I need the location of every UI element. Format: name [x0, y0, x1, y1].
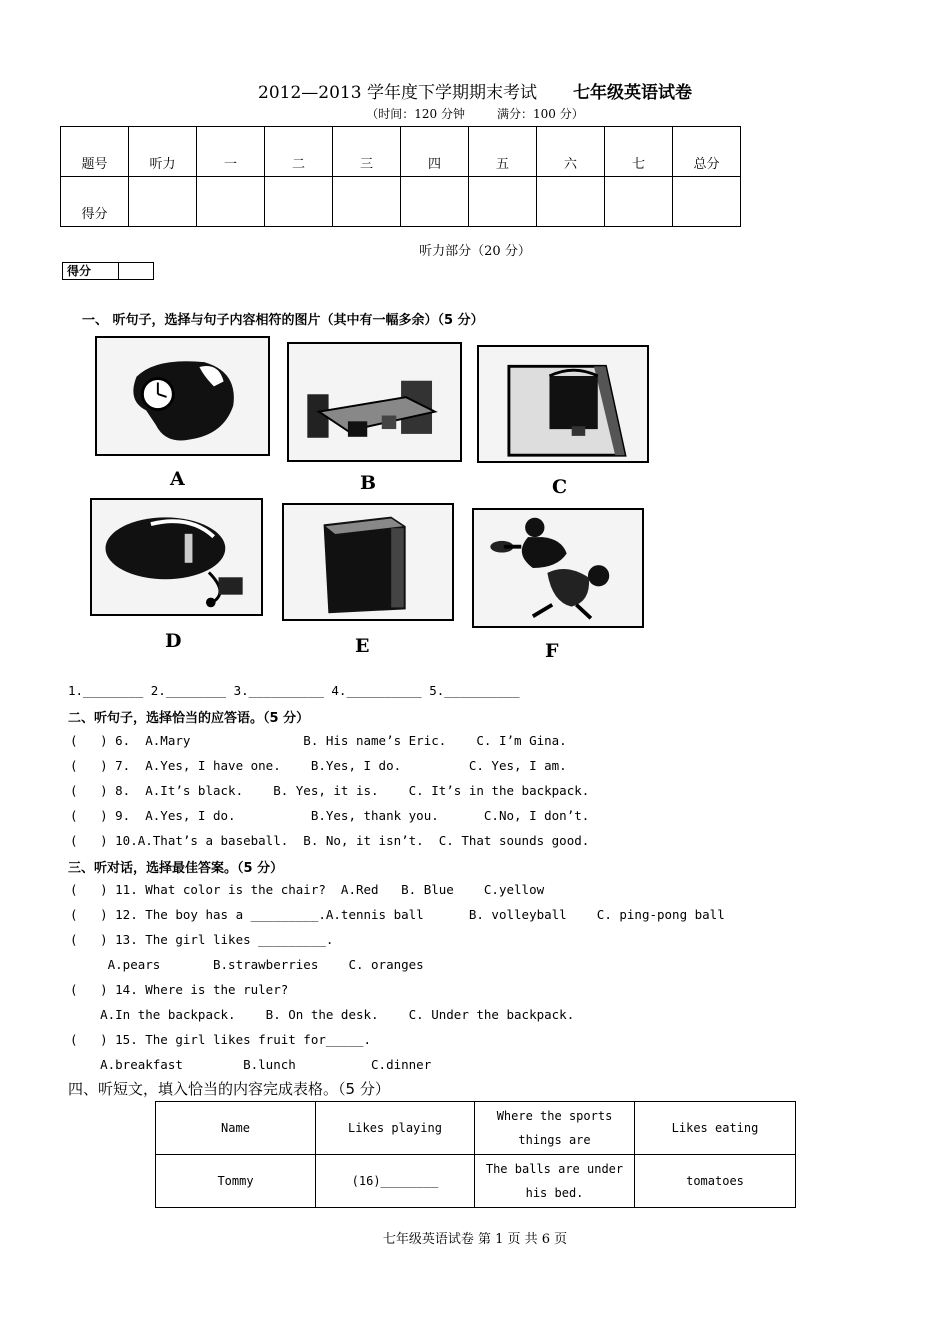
question-15: ( ) 15. The girl likes fruit for_____.	[70, 1032, 372, 1047]
table-header-cell: Where the sports things are	[475, 1102, 635, 1155]
picture-d	[90, 498, 263, 616]
book-icon	[284, 505, 452, 619]
section4-header-row	[156, 1102, 796, 1155]
exam-time: （时间：120 分钟	[366, 107, 465, 121]
cd-player-icon	[92, 500, 261, 614]
exam-subtitle	[0, 105, 950, 122]
listening-header: 听力部分（20 分）	[419, 244, 531, 259]
table-row	[156, 1155, 796, 1208]
section1-heading: 一、 听句子，选择与句子内容相符的图片（其中有一幅多余）（5 分）	[82, 313, 484, 328]
answer-blank-16[interactable]: (16)________	[316, 1155, 475, 1208]
score-header-cell: 七	[605, 127, 673, 177]
section3-heading: 三、听对话，选择最佳答案。（5 分）	[68, 861, 284, 876]
table-cell: The balls are under his bed.	[475, 1155, 635, 1208]
exam-title	[0, 78, 950, 103]
picture-f	[472, 508, 644, 628]
table-cell: tomatoes	[635, 1155, 796, 1208]
picture-c-label: C	[552, 476, 568, 498]
picture-b	[287, 342, 462, 462]
question-12: ( ) 12. The boy has a _________.A.tennis ball B. volleyball C. ping-pong ball	[70, 907, 725, 922]
score-table	[60, 126, 741, 227]
question-13-options: A.pears B.strawberries C. oranges	[70, 957, 424, 972]
question-11: ( ) 11. What color is the chair? A.Red B. Blue C.yellow	[70, 882, 545, 897]
score-cell[interactable]	[333, 177, 401, 227]
question-13: ( ) 13. The girl likes _________.	[70, 932, 334, 947]
picture-e	[282, 503, 454, 621]
score-table-header-row	[61, 127, 741, 177]
question-10: ( ) 10.A.That’s a baseball. B. No, it isn’t. C. That sounds good.	[70, 833, 590, 848]
score-header-cell: 一	[197, 127, 265, 177]
question-8: ( ) 8. A.It’s black. B. Yes, it is. C. It’s in the backpack.	[70, 783, 590, 798]
score-header-cell: 六	[537, 127, 605, 177]
picture-d-label: D	[165, 630, 182, 652]
score-header-cell: 三	[333, 127, 401, 177]
score-row-label: 得分	[61, 177, 129, 227]
section2-heading: 二、听句子，选择恰当的应答语。（5 分）	[68, 711, 310, 726]
score-box	[62, 262, 154, 280]
table-header-cell: Likes eating	[635, 1102, 796, 1155]
score-header-cell: 听力	[129, 127, 197, 177]
score-cell[interactable]	[129, 177, 197, 227]
picture-a	[95, 336, 270, 456]
question-14: ( ) 14. Where is the ruler?	[70, 982, 289, 997]
picture-e-label: E	[355, 635, 370, 657]
table-cell: Tommy	[156, 1155, 316, 1208]
exam-title-left: 2012—2013 学年度下学期期末考试	[258, 83, 537, 103]
page-footer: 七年级英语试卷 第 1 页 共 6 页	[382, 1232, 568, 1247]
table-header-cell: Likes playing	[316, 1102, 475, 1155]
score-header-cell: 二	[265, 127, 333, 177]
picture-b-label: B	[360, 472, 377, 494]
score-cell[interactable]	[673, 177, 741, 227]
picture-a-label: A	[170, 468, 185, 490]
table-header-cell: Name	[156, 1102, 316, 1155]
score-box-label: 得分	[63, 263, 119, 279]
exam-title-right: 七年级英语试卷	[572, 83, 692, 103]
question-15-options: A.breakfast B.lunch C.dinner	[70, 1057, 432, 1072]
score-table-score-row	[61, 177, 741, 227]
bag-icon	[479, 347, 647, 461]
section1-answer-line[interactable]: 1.________ 2.________ 3.__________ 4.__________ 5.__________	[68, 683, 520, 698]
question-6: ( ) 6. A.Mary B. His name’s Eric. C. I’m Gina.	[70, 733, 567, 748]
score-header-cell: 总分	[673, 127, 741, 177]
section4-heading: 四、听短文，填入恰当的内容完成表格。（5 分）	[68, 1080, 390, 1098]
bed-icon	[289, 344, 460, 460]
section4-table	[155, 1101, 796, 1208]
score-cell[interactable]	[265, 177, 333, 227]
picture-f-label: F	[545, 640, 559, 662]
score-cell[interactable]	[197, 177, 265, 227]
question-9: ( ) 9. A.Yes, I do. B.Yes, thank you. C.No, I don’t.	[70, 808, 590, 823]
watch-icon	[97, 338, 268, 454]
score-cell[interactable]	[469, 177, 537, 227]
exam-full-score: 满分：100 分）	[497, 107, 584, 121]
picture-c	[477, 345, 649, 463]
score-header-cell: 四	[401, 127, 469, 177]
players-icon	[474, 510, 642, 626]
score-cell[interactable]	[401, 177, 469, 227]
score-cell[interactable]	[537, 177, 605, 227]
question-14-options: A.In the backpack. B. On the desk. C. Under the backpack.	[70, 1007, 575, 1022]
question-7: ( ) 7. A.Yes, I have one. B.Yes, I do. C. Yes, I am.	[70, 758, 567, 773]
score-cell[interactable]	[605, 177, 673, 227]
score-header-cell: 题号	[61, 127, 129, 177]
score-header-cell: 五	[469, 127, 537, 177]
